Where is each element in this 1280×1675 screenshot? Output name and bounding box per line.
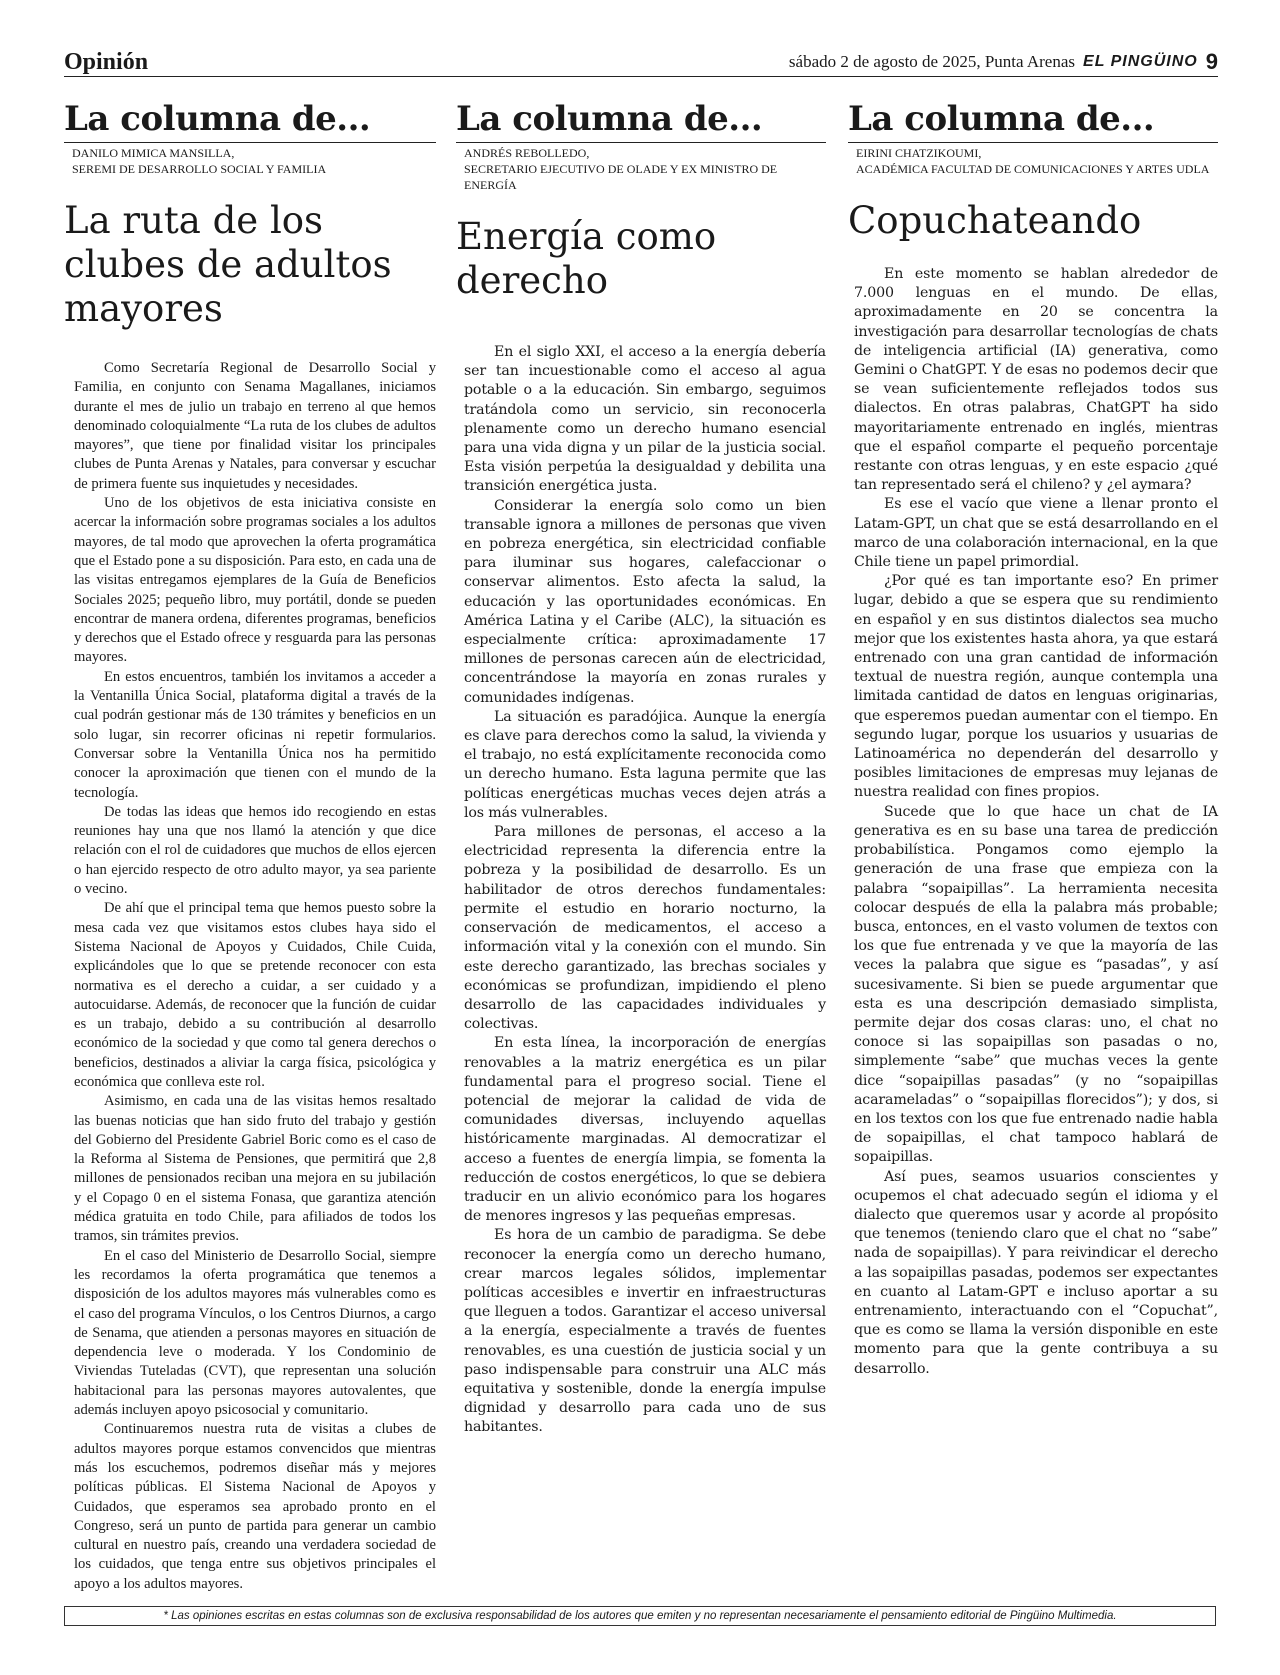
byline bbox=[456, 142, 826, 193]
author-role: ACADÉMICA FACULTAD DE COMUNICACIONES Y ARTES UDLA bbox=[856, 162, 1210, 176]
newspaper-logo: EL PINGÜINO bbox=[1083, 53, 1198, 70]
column-3 bbox=[848, 98, 1218, 1379]
paragraph: En el caso del Ministerio de Desarrollo Social, siempre les recordamos la oferta programática que tenemos a disposición de los adultos mayores más vulnerables como es el caso del programa Vínculos, o los Centros Diurnos, a cargo de Senama, que atienden a personas mayores en situación de dependencia leve o moderada. Y los Condominio de Viviendas Tuteladas (CVT), que representan una solución habitacional para las personas mayores autovalentes, que además incluyen apoyo psicosocial y comunitario. bbox=[74, 1247, 436, 1419]
column-kicker: La columna de... bbox=[64, 99, 371, 139]
paragraph: Es hora de un cambio de paradigma. Se debe reconocer la energía como un derecho humano, crear marcos legales sólidos, implementar políticas accesibles e invertir en infraestructuras que lleguen a todos. Garantizar el acceso universal a la energía, especialmente a través de fuentes renovables, es una cuestión de justicia social y un paso indispensable para construir una ALC más equitativa y sostenible, donde la energía impulse dignidad y desarrollo para cada uno de sus habitantes. bbox=[464, 1227, 826, 1436]
author-name: ANDRÉS REBOLLEDO, bbox=[464, 146, 590, 160]
article-title: La ruta de los clubes de adultos mayores bbox=[64, 199, 392, 330]
article-title: Energía como derecho bbox=[456, 215, 717, 302]
section-name: Opinión bbox=[64, 49, 149, 75]
article-body bbox=[456, 343, 826, 1438]
article-body bbox=[848, 265, 1218, 1379]
paragraph: En esta línea, la incorporación de energías renovables a la matriz energética es un pilar fundamental para el progreso social. Tiene el potencial de mejorar la calidad de vida de comunidades diversas, incluyendo aquellas históricamente marginadas. Al democratizar el acceso a fuentes de energía limpia, se fomenta la reducción de costos energéticos, lo que se debiera traducir en un alivio económico para los hogares de menores ingresos y las pequeñas empresas. bbox=[464, 1035, 826, 1225]
header-date: sábado 2 de agosto de 2025, Punta Arenas bbox=[788, 52, 1076, 71]
paragraph: ¿Por qué es tan importante eso? En primer lugar, debido a que se espera que su rendimiento en español y en sus distintos dialectos sea mucho mejor que los existentes hasta ahora, ya que estará entrenado con una gran cantidad de información textual de nuestra región, aunque contempla una limitada cantidad de datos en lenguas originarias, que esperemos puedan aumentar con el tiempo. En segundo lugar, porque los usuarios y usuarias de Latinoamérica no dependerán del desarrollo y posibles limitaciones de empresas muy lejanas de nuestra realidad con fines propios. bbox=[854, 573, 1218, 801]
paragraph: Considerar la energía solo como un bien transable ignora a millones de personas que viven en pobreza energética, sin electricidad confiable para iluminar sus hogares, calefaccionar o conservar alimentos. Esto afecta la salud, la educación y las oportunidades económicas. En América Latina y el Caribe (ALC), la situación es especialmente crítica: aproximadamente 17 millones de personas carecen aún de electricidad, concentrándose la mayoría en zonas rurales y comunidades indígenas. bbox=[464, 497, 826, 706]
author-name: DANILO MIMICA MANSILLA, bbox=[72, 146, 235, 160]
header-right bbox=[789, 48, 1218, 76]
byline bbox=[848, 142, 1218, 177]
paragraph: En el siglo XXI, el acceso a la energía debería ser tan incuestionable como el acceso al agua potable o a la educación. Sin embargo, seguimos tratándola como un servicio, sin reconocerla plenamente como un derecho humano esencial para una vida digna y un pilar de la justicia social. Esta visión perpetúa la desigualdad y debilita una transición energética justa. bbox=[464, 344, 826, 495]
column-kicker: La columna de... bbox=[456, 99, 763, 139]
disclaimer: * Las opiniones escritas en estas columnas son de exclusiva responsabilidad de los autores que emiten y no representan necesariamente el pensamiento editorial de Pingüino Multimedia. bbox=[64, 1606, 1216, 1626]
column-2 bbox=[456, 98, 826, 1438]
author-role: SECRETARIO EJECUTIVO DE OLADE Y EX MINISTRO DE ENERGÍA bbox=[464, 162, 778, 192]
paragraph: En este momento se hablan alrededor de 7.000 lenguas en el mundo. De ellas, aproximadamente en 20 se concentra la investigación para desarrollar tecnologías de chats de inteligencia artificial (IA) generativa, como Gemini o ChatGPT. Y de esas no podemos decir que se vean suficientemente reflejados todos sus dialectos. En otras palabras, ChatGPT ha sido mayoritariamente entrenado en inglés, mientras que el español comparte el pequeño porcentaje restante con otras lenguas, y en este espacio ¿qué tan representado será el chileno? y ¿el aymara? bbox=[854, 266, 1218, 494]
paragraph: Sucede que lo que hace un chat de IA generativa es en su base una tarea de predicción probabilística. Pongamos como ejemplo la generación de una frase que empieza con la palabra “sopaipillas”. La herramienta necesita colocar después de ella la palabra más probable; busca, entonces, en el vasto volumen de textos con los que fue entrenada y ve que la mayoría de las veces la palabra que sigue es “pasadas”, y así sucesivamente. Si bien se puede argumentar que esta es una descripción demasiado simplista, permite dejar dos cosas claras: uno, el chat no conoce si las sopaipillas son pasadas o no, simplemente “sabe” que muchas veces la gente dice “sopaipillas pasadas” (y no “sopaipillas acarameladas” o “sopaipillas florecidos”); y dos, si en los textos con los que fue entrenado nadie habla de sopaipillas, el chat tampoco hablará de sopaipillas. bbox=[854, 803, 1218, 1166]
paragraph: Asimismo, en cada una de las visitas hemos resaltado las buenas noticias que han sido fruto del trabajo y gestión del Gobierno del Presidente Gabriel Boric como es el caso de la Reforma al Sistema de Pensiones, que permitirá que 2,8 millones de pensionados reciban una mejora en su jubilación y el Copago 0 en el sistema Fonasa, que garantiza atención médica gratuita en todo Chile, para afiliados de todos los tramos, sin trámites previos. bbox=[74, 1093, 436, 1245]
column-1 bbox=[64, 98, 436, 1594]
paragraph: Para millones de personas, el acceso a la electricidad representa la diferencia entre la pobreza y la posibilidad de desarrollo. Es un habilitador de otros derechos fundamentales: permite el estudio en horario nocturno, la conservación de medicamentos, el acceso a información vital y la conexión con el mundo. Sin este derecho garantizado, las brechas sociales y económicas se profundizan, impidiendo el pleno desarrollo de las capacidades individuales y colectivas. bbox=[464, 824, 826, 1033]
article-body bbox=[64, 359, 436, 1594]
paragraph: Como Secretaría Regional de Desarrollo Social y Familia, en conjunto con Senama Magallanes, iniciamos durante el mes de julio un trabajo en terreno al que hemos denominado coloquialmente “La ruta de los clubes de adultos mayores”, que tiene por finalidad visitar los principales clubes de Punta Arenas y Natales, para conversar y escuchar de primera fuente sus inquietudes y necesidades. bbox=[74, 360, 436, 492]
paragraph: Es ese el vacío que viene a llenar pronto el Latam-GPT, un chat que se está desarrollando en el marco de una colaboración internacional, en la que Chile tiene un papel primordial. bbox=[854, 496, 1218, 571]
paragraph: Continuaremos nuestra ruta de visitas a clubes de adultos mayores porque estamos convencidos que mientras más los escuchemos, podremos diseñar más y mejores políticas públicas. El Sistema Nacional de Apoyos y Cuidados, que esperamos sea aprobado pronto en el Congreso, será un punto de partida para generar un cambio cultural en nuestro país, creando una verdadera sociedad de los cuidados, que tenga entre sus objetivos principales el apoyo a los adultos mayores. bbox=[74, 1421, 436, 1592]
paragraph: Uno de los objetivos de esta iniciativa consiste en acercar la información sobre programas sociales a los adultos mayores, de tal modo que aprovechen la oferta programática que el Estado pone a su disposición. Para esto, en cada una de las visitas entregamos ejemplares de la Guía de Beneficios Sociales 2025; pequeño libro, muy portátil, donde se pueden encontrar de manera ordena, diferentes programas, beneficios y derechos que el Estado ofrece y resguarda para las personas mayores. bbox=[74, 495, 436, 666]
article-title: Copuchateando bbox=[848, 199, 1142, 242]
page-number: 9 bbox=[1205, 49, 1218, 74]
author-role: SEREMI DE DESARROLLO SOCIAL Y FAMILIA bbox=[72, 162, 327, 176]
page-header bbox=[64, 48, 1218, 77]
paragraph: En estos encuentros, también los invitamos a acceder a la Ventanilla Única Social, plataforma digital a través de la cual podrán gestionar más de 130 trámites y beneficios en un solo lugar, sin recorrer oficinas ni repetir formularios. Conversar sobre la Ventanilla Única nos ha permitido conocer la aproximación que tienen con el mundo de la tecnología. bbox=[74, 668, 436, 801]
column-kicker: La columna de... bbox=[848, 99, 1155, 139]
paragraph: La situación es paradójica. Aunque la energía es clave para derechos como la salud, la vivienda y el trabajo, no está explícitamente reconocida como un derecho humano. Esta laguna permite que las políticas energéticas muchas veces dejen atrás a los más vulnerables. bbox=[464, 708, 826, 821]
paragraph: Así pues, seamos usuarios conscientes y ocupemos el chat adecuado según el idioma y el dialecto que queremos usar y acorde al propósito que tenemos (teniendo claro que el chat no “sabe” nada de sopaipillas). Y para reivindicar el derecho a las sopaipillas pasadas, podemos ser expectantes en cuanto al Latam-GPT e incluso aportar a su entrenamiento, interactuando con el “Copuchat”, que es como se llama la versión disponible en este momento para que la gente contribuya a su desarrollo. bbox=[854, 1168, 1218, 1377]
byline bbox=[64, 142, 436, 177]
paragraph: De todas las ideas que hemos ido recogiendo en estas reuniones hay una que nos llamó la atención y que dice relación con el rol de cuidadores que muchos de ellos ejercen o han ejercido respecto de otro adulto mayor, ya sea pariente o vecino. bbox=[74, 803, 436, 898]
author-name: EIRINI CHATZIKOUMI, bbox=[856, 146, 982, 160]
paragraph: De ahí que el principal tema que hemos puesto sobre la mesa cada vez que visitamos estos clubes haya sido el Sistema Nacional de Apoyos y Cuidados, Chile Cuida, explicándoles que lo que se pretende reconocer con esta normativa es el derecho a cuidar, a ser cuidado y a autocuidarse. Además, de reconocer que la función de cuidar es un trabajo, debido a su contribución al desarrollo económico de la sociedad y que como tal genera derechos o beneficios, destinados a aliviar la carga física, psicológica y económica que conlleva este rol. bbox=[74, 900, 436, 1090]
